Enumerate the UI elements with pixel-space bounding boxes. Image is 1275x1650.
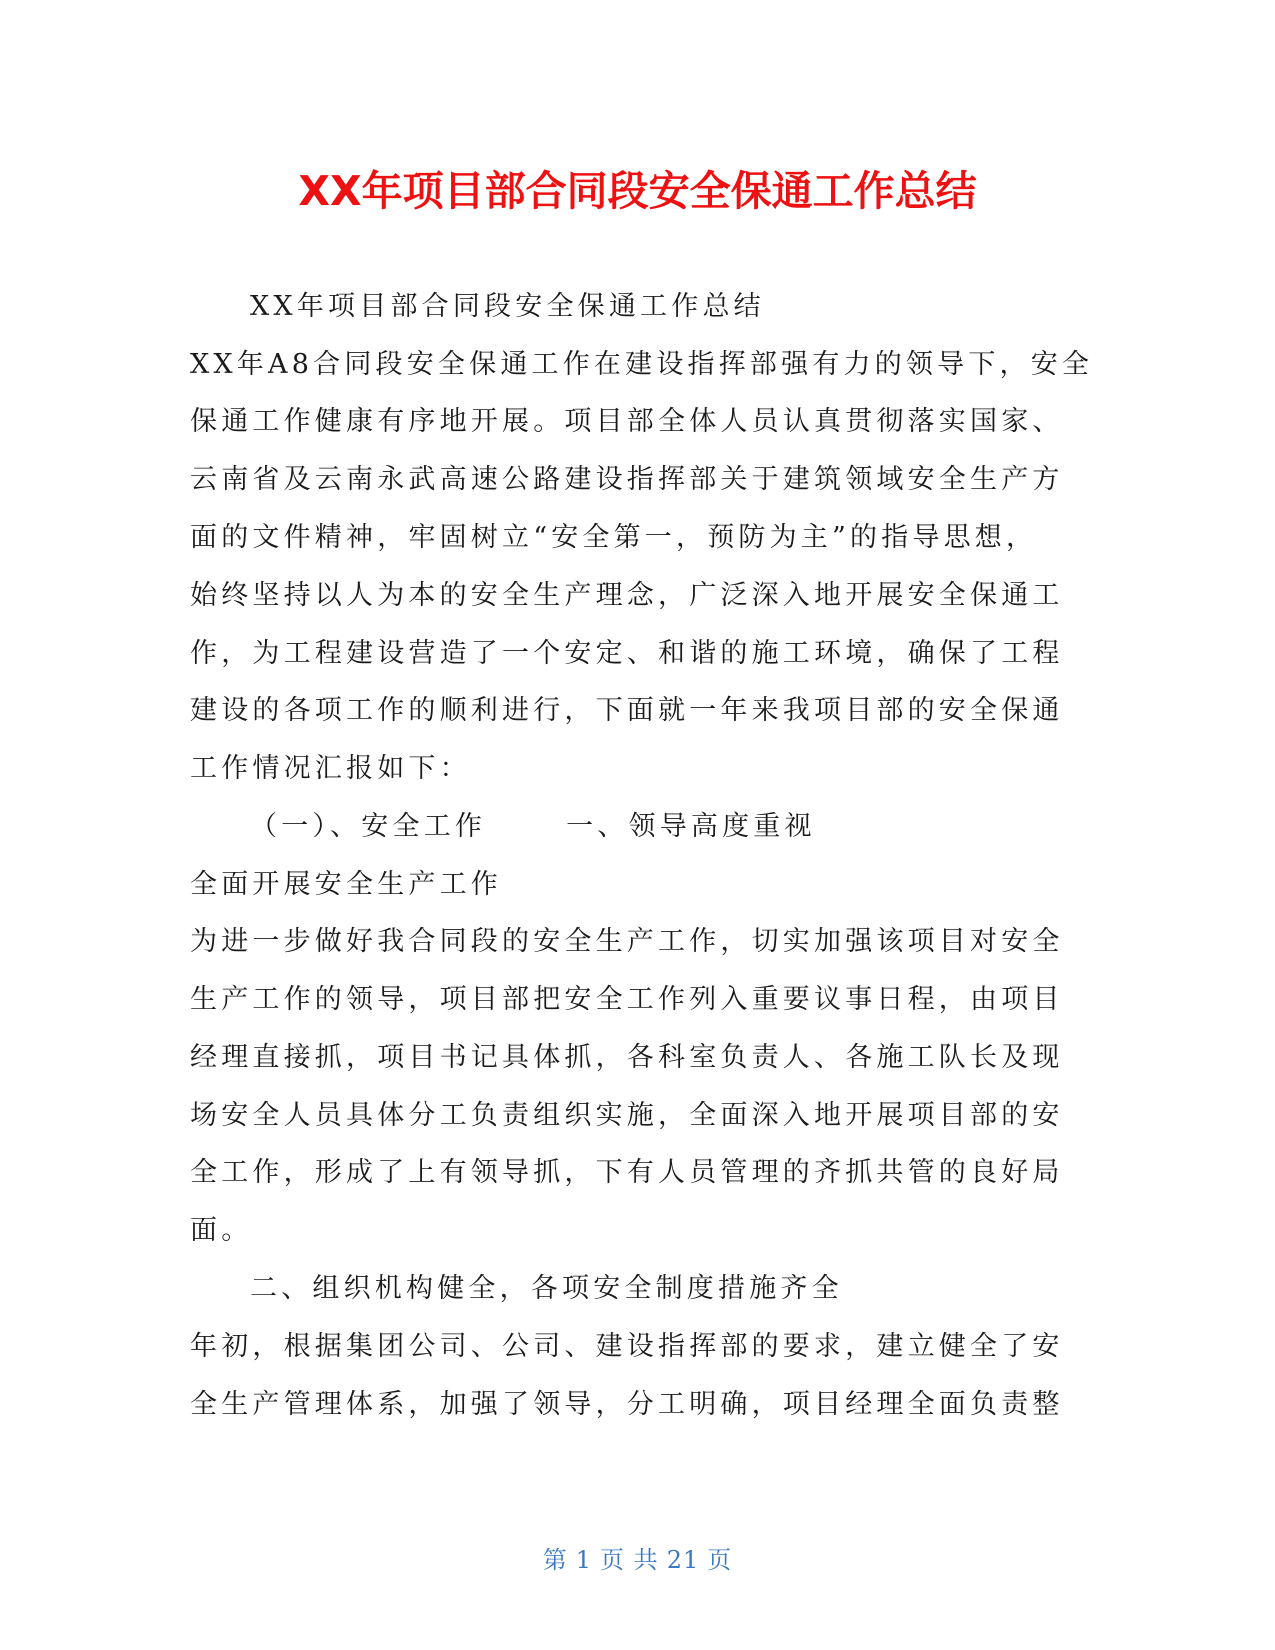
body-line: 全面开展安全生产工作: [190, 869, 502, 900]
section-heading-part-a: （一）、安全工作: [250, 811, 487, 842]
section-heading: [250, 807, 1150, 847]
section-heading-part-b: 一、领导高度重视: [566, 811, 816, 842]
body-line: 全工作，形成了上有领导抓，下有人员管理的齐抓共管的良好局: [190, 1157, 1064, 1188]
page-footer: [0, 1544, 1275, 1576]
footer-page-number: 1: [575, 1546, 593, 1574]
body-line: 面。: [190, 1215, 253, 1246]
body-line: 经理直接抓，项目书记具体抓，各科室负责人、各施工队长及现: [190, 1042, 1064, 1073]
footer-total-pages: 21: [666, 1546, 700, 1574]
footer-middle: 页 共: [600, 1546, 659, 1574]
body-line: 建设的各项工作的顺利进行，下面就一年来我项目部的安全保通: [190, 695, 1064, 726]
body-line: 云南省及云南永武高速公路建设指挥部关于建筑领域安全生产方: [190, 464, 1064, 495]
section-heading-2: 二、组织机构健全，各项安全制度措施齐全: [250, 1273, 843, 1304]
body-line: XX年A8合同段安全保通工作在建设指挥部强有力的领导下，安全: [190, 349, 1094, 380]
body-line: 作，为工程建设营造了一个安定、和谐的施工环境，确保了工程: [190, 638, 1064, 669]
body-line: 面的文件精神，牢固树立“安全第一，预防为主”的指导思想，: [190, 522, 1038, 553]
footer-suffix: 页: [707, 1546, 733, 1574]
subtitle-line: XX年项目部合同段安全保通工作总结: [250, 291, 765, 322]
body-line: 生产工作的领导，项目部把安全工作列入重要议事日程，由项目: [190, 984, 1064, 1015]
body-line: 始终坚持以人为本的安全生产理念，广泛深入地开展安全保通工: [190, 580, 1064, 611]
body-line: 年初，根据集团公司、公司、建设指挥部的要求，建立健全了安: [190, 1331, 1064, 1362]
body-line: 全生产管理体系，加强了领导，分工明确，项目经理全面负责整: [190, 1389, 1064, 1420]
body-line: 场安全人员具体分工负责组织实施，全面深入地开展项目部的安: [190, 1100, 1064, 1131]
body-line: 工作情况汇报如下：: [190, 753, 471, 784]
body-line: 为进一步做好我合同段的安全生产工作，切实加强该项目对安全: [190, 926, 1064, 957]
footer-prefix: 第: [542, 1546, 568, 1574]
document-title: XX年项目部合同段安全保通工作总结: [298, 167, 977, 215]
body-line: 保通工作健康有序地开展。项目部全体人员认真贯彻落实国家、: [190, 406, 1064, 437]
